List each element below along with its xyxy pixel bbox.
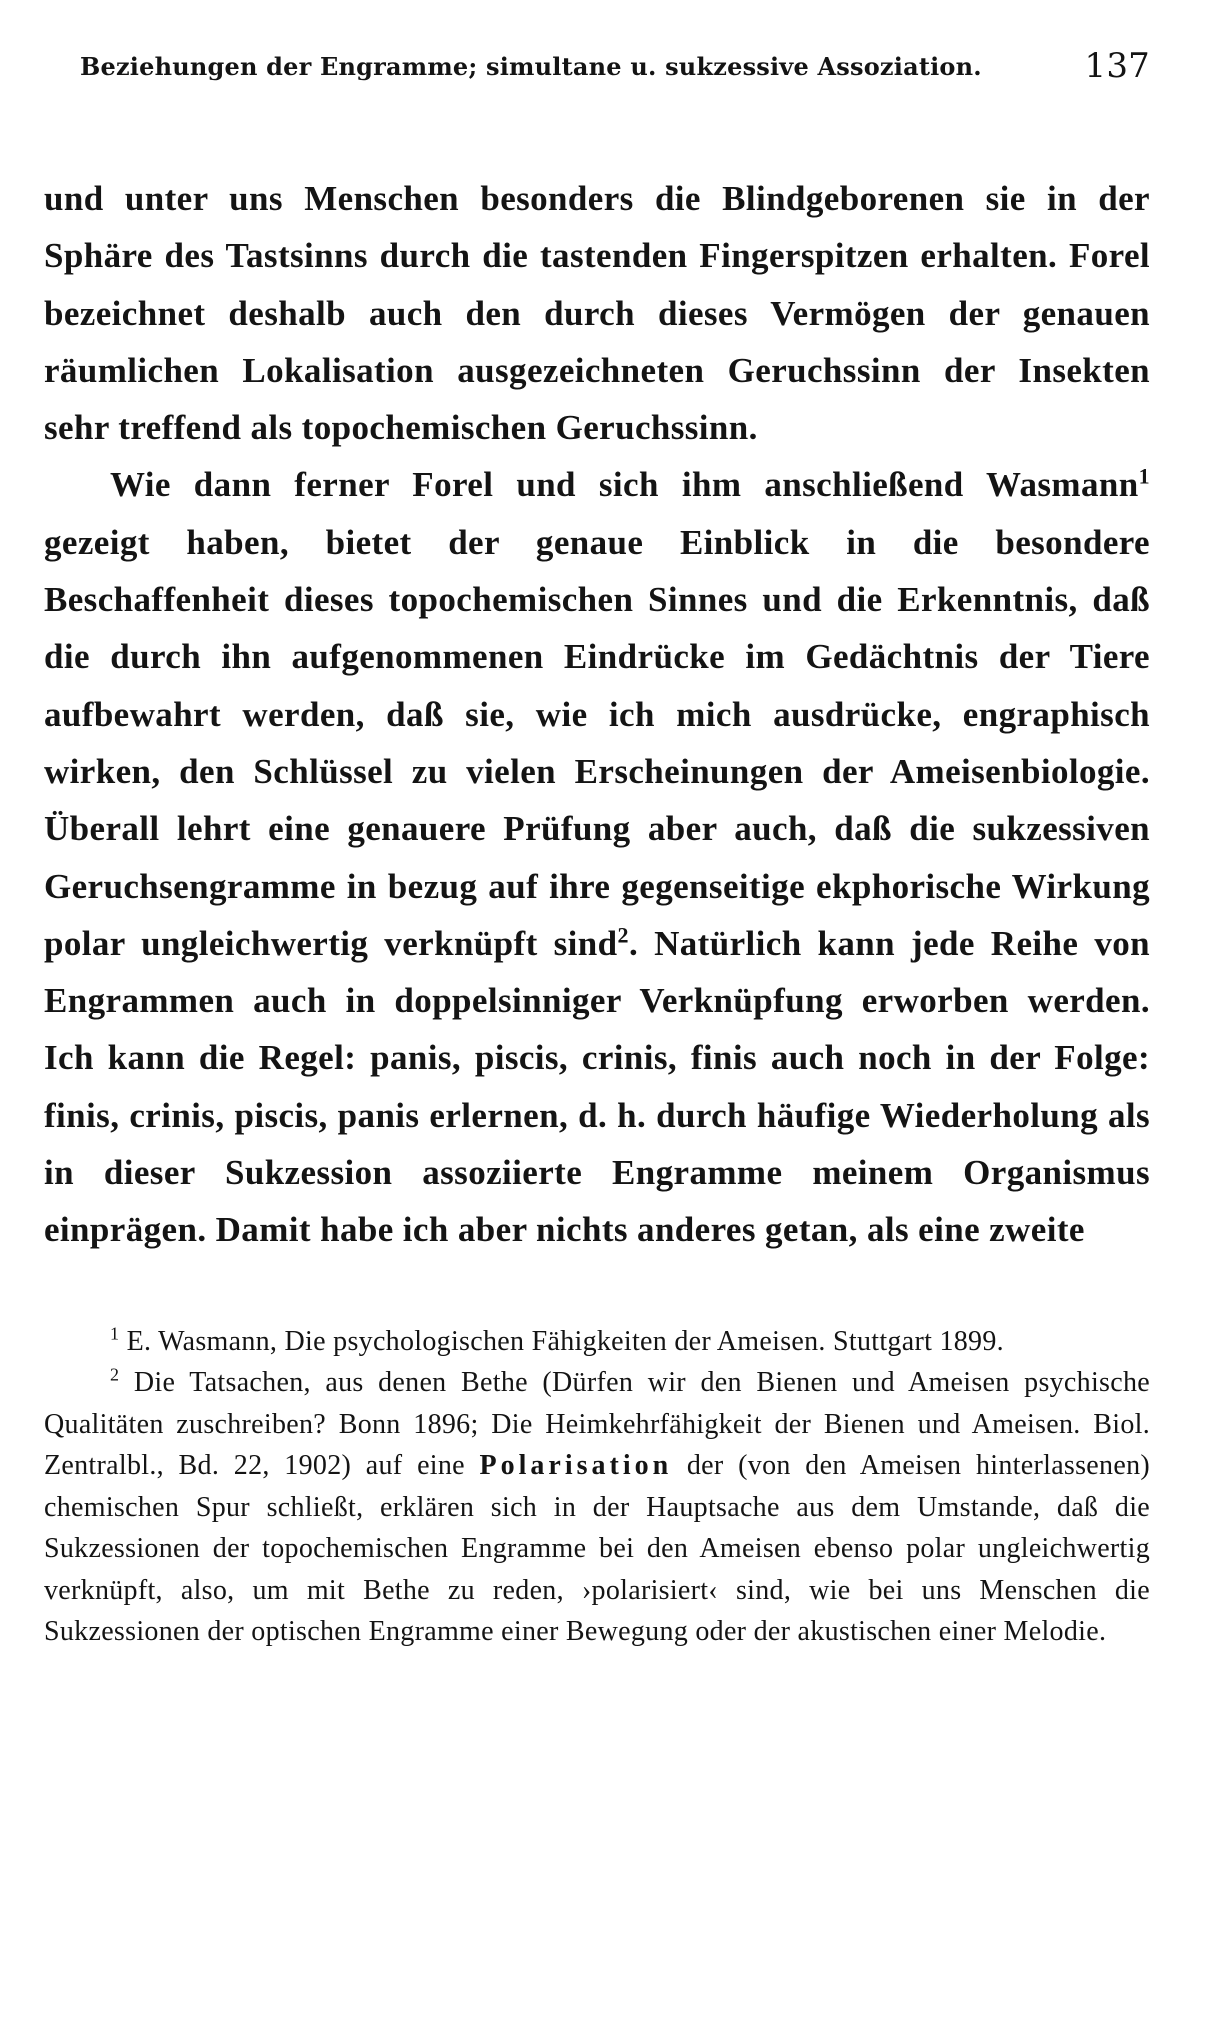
footnote-1 (44, 1321, 1150, 1363)
running-head (44, 40, 1150, 100)
paragraph-1: und unter uns Menschen besonders die Blindgeborenen sie in der Sphäre des Tastsinns durch die tastenden Fingerspitzen erhalten. Forel bezeichnet deshalb auch den durch dieses Vermögen der genauen räumlichen Lokalisation ausgezeichneten Geruchssinn der Insekten sehr treffend als topochemischen Geruchssinn. (44, 179, 1150, 448)
book-page (44, 40, 1150, 1653)
page-number: 137 (1084, 46, 1150, 86)
footnote-2-text-a: Die Tatsachen, aus denen Bethe (Dürfen wir den Bienen und Ameisen psychische Qualitäten zuschreiben? Bonn 1896; Die Heimkehrfähigkeit der Bienen und Ameisen. Biol. Zentralbl., Bd. 22, 1902) auf eine (44, 1367, 1150, 1482)
footnote-2 (44, 1362, 1150, 1653)
footnote-1-text: E. Wasmann, Die psychologischen Fähigkeiten der Ameisen. Stuttgart 1899. (119, 1325, 1004, 1357)
footnote-ref-2: 2 (617, 922, 629, 948)
paragraph-2 (44, 456, 1150, 1258)
footnote-1-marker: 1 (110, 1323, 120, 1344)
footnote-2-text-b: der (von den Ameisen hinterlassenen) chemischen Spur schließt, erklären sich in der Hauptsache aus dem Umstande, daß die Sukzessionen der topochemischen Engramme bei den Ameisen ebenso polar ungleichwertig verknüpft, also, um mit Bethe zu reden, ›polarisiert‹ sind, wie bei uns Menschen die Sukzessionen der optischen Engramme einer Bewegung oder der akustischen einer Melodie. (44, 1450, 1150, 1648)
paragraph-2-part-b: gezeigt haben, bietet der genaue Einblick in die besondere Beschaffenheit dieses topochemischen Sinnes und die Erkenntnis, daß die durch ihn aufgenommenen Eindrücke im Gedächtnis der Tiere aufbewahrt werden, daß sie, wie ich mich ausdrücke, engraphisch wirken, den Schlüssel zu vielen Erscheinungen der Ameisenbiologie. Überall lehrt eine genauere Prüfung aber auch, daß die sukzessiven Geruchsengramme in bezug auf ihre gegenseitige ekphorische Wirkung polar ungleichwertig verknüpft sind (44, 522, 1150, 963)
footnote-ref-1: 1 (1138, 463, 1150, 489)
main-text (44, 170, 1150, 1259)
paragraph-2-part-a: Wie dann ferner Forel und sich ihm anschließend Wasmann (110, 465, 1139, 505)
running-head-title: Beziehungen der Engramme; simultane u. sukzessive Assoziation. (80, 52, 982, 81)
footnotes (44, 1321, 1150, 1653)
footnote-2-marker: 2 (110, 1364, 120, 1385)
paragraph-2-part-c: . Natürlich kann jede Reihe von Engrammen auch in doppelsinniger Verknüpfung erworben werden. Ich kann die Regel: panis, piscis, crinis, finis auch noch in der Folge: finis, crinis, piscis, panis erlernen, d. h. durch häufige Wiederholung als in dieser Sukzession assoziierte Engramme meinem Organismus einprägen. Damit habe ich aber nichts anderes getan, als eine zweite (44, 923, 1151, 1250)
footnote-2-emphasis: Polarisation (479, 1450, 673, 1482)
